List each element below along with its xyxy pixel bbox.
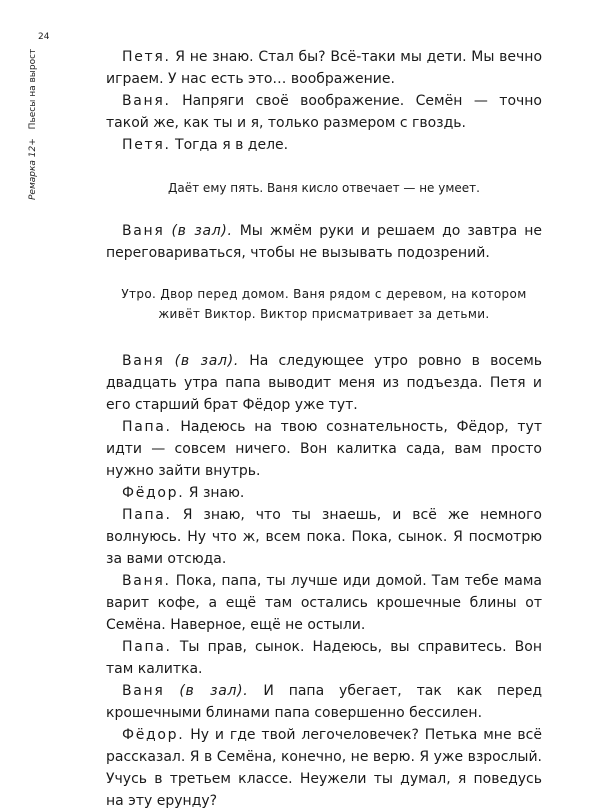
speaker-name: Фёдор. bbox=[122, 727, 185, 743]
dialogue-line bbox=[106, 46, 542, 90]
speaker-name: Ваня bbox=[122, 353, 165, 369]
text-block bbox=[106, 46, 542, 812]
speaker-name: Папа. bbox=[122, 639, 172, 655]
dialogue-line bbox=[106, 724, 542, 812]
series-name: Ремарка 12+ bbox=[28, 138, 38, 200]
dialogue-line bbox=[106, 416, 542, 482]
stage-direction: Даёт ему пять. Ваня кисло отвечает — не умеет. bbox=[168, 181, 480, 195]
dialogue-line bbox=[106, 570, 542, 636]
speaker-name: Папа. bbox=[122, 507, 172, 523]
dialogue-line bbox=[106, 134, 542, 156]
line-text: И папа убегает, так как перед крошечными блинами папа совершенно бессилен. bbox=[106, 683, 542, 721]
speaker-name: Ваня. bbox=[122, 573, 171, 589]
dialogue-line bbox=[106, 636, 542, 680]
line-text: Я знаю. bbox=[188, 485, 245, 501]
line-text: Пока, папа, ты лучше иди домой. Там тебе мама варит кофе, а ещё там остались крошечные блины от Семёна. Наверное, ещё не остыли. bbox=[106, 573, 542, 633]
line-text: Надеюсь на твою сознательность, Фёдор, тут идти — совсем ничего. Вон калитка сада, вам просто нужно зайти внутрь. bbox=[106, 419, 542, 479]
line-text: Я знаю, что ты знаешь, и всё же немного волнуюсь. Ну что ж, всем пока. Пока, сынок. Я посмотрю за вами отсюда. bbox=[106, 507, 542, 567]
line-text: Я не знаю. Стал бы? Всё-таки мы дети. Мы вечно играем. У нас есть это… воображение. bbox=[106, 49, 543, 87]
speaker-name: Петя. bbox=[122, 49, 171, 65]
speaker-name: Петя. bbox=[122, 137, 171, 153]
aside-remark: (в зал). bbox=[179, 683, 249, 699]
line-text: На следующее утро ровно в восемь двадцать утра папа выводит меня из подъезда. Петя и его старший брат Фёдор уже тут. bbox=[106, 353, 543, 413]
stage-direction: Утро. Двор перед домом. Ваня рядом с деревом, на котором живёт Виктор. Виктор присматривает за детьми. bbox=[121, 287, 527, 321]
speaker-name: Ваня bbox=[122, 683, 165, 699]
line-text: Ну и где твой легочеловечек? Петька мне всё рассказал. Я в Семёна, конечно, не верю. Я уже взрослый. Учусь в третьем классе. Неужели ты думал, я поведусь на эту ерунду? bbox=[106, 727, 542, 809]
dialogue-line bbox=[106, 90, 542, 134]
speaker-name: Ваня bbox=[122, 223, 165, 239]
aside-remark: (в зал). bbox=[171, 223, 233, 239]
aside-remark: (в зал). bbox=[174, 353, 240, 369]
dialogue-line bbox=[106, 220, 542, 264]
line-text: Тогда я в деле. bbox=[175, 137, 289, 153]
dialogue-line bbox=[106, 680, 542, 724]
running-header bbox=[28, 49, 38, 200]
speaker-name: Ваня. bbox=[122, 93, 171, 109]
speaker-name: Фёдор. bbox=[122, 485, 185, 501]
dialogue-line bbox=[106, 504, 542, 570]
dialogue-line bbox=[106, 350, 542, 416]
page-number: 24 bbox=[38, 32, 50, 42]
line-text: Ты прав, сынок. Надеюсь, вы справитесь. Вон там калитка. bbox=[106, 639, 543, 677]
line-text: Мы жмём руки и решаем до завтра не переговариваться, чтобы не вызывать подозрений. bbox=[106, 223, 543, 261]
line-text: Напряги своё воображение. Семён — точно такой же, как ты и я, только размером с гвоздь. bbox=[106, 93, 542, 131]
book-title: Пьесы на вырост bbox=[28, 48, 38, 130]
dialogue-line bbox=[106, 482, 542, 504]
speaker-name: Папа. bbox=[122, 419, 172, 435]
